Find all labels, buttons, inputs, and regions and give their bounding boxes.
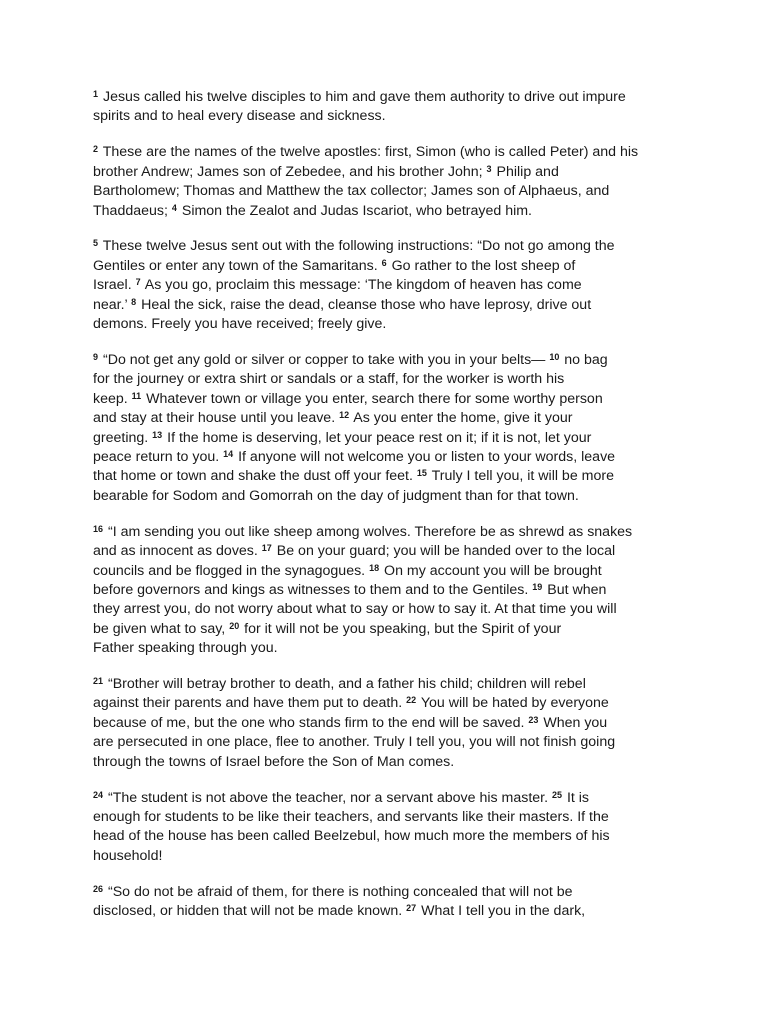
verse-text: “So do not be afraid of them, for there is nothing concealed that will not be	[107, 883, 573, 900]
scripture-text	[93, 88, 678, 922]
text-line	[93, 237, 678, 256]
verse-text: brother Andrew; James son of Zebedee, and his brother John;	[93, 163, 487, 180]
paragraph	[93, 88, 678, 127]
text-line	[93, 733, 678, 752]
verse-text: before governors and kings as witnesses to them and to the Gentiles.	[93, 581, 533, 598]
text-line	[93, 847, 678, 866]
text-line	[93, 753, 678, 772]
verse-number: 14	[223, 449, 234, 459]
paragraph	[93, 237, 678, 334]
verse-text: Thaddaeus;	[93, 202, 172, 219]
verse-text: If the home is deserving, let your peace rest on it; if it is not, let your	[167, 429, 592, 446]
verse-text: they arrest you, do not worry about what to say or how to say it. At that time you will	[93, 601, 617, 618]
paragraph	[93, 523, 678, 659]
text-line	[93, 257, 678, 276]
verse-text: Philip and	[496, 163, 559, 180]
verse-text: demons. Freely you have received; freely give.	[93, 316, 387, 333]
text-line	[93, 714, 678, 733]
verse-text: What I tell you in the dark,	[421, 903, 586, 920]
verse-text: disclosed, or hidden that will not be made known.	[93, 903, 407, 920]
verse-number: 8	[131, 296, 137, 307]
verse-text: for it will not be you speaking, but the Spirit of your	[244, 620, 562, 637]
verse-text: bearable for Sodom and Gomorrah on the day of judgment than for that town.	[93, 487, 579, 504]
verse-text: Truly I tell you, it will be more	[431, 468, 614, 485]
verse-number: 9	[93, 351, 99, 362]
text-line	[93, 202, 678, 221]
text-line	[93, 542, 678, 561]
verse-text: no bag	[564, 351, 608, 368]
paragraph	[93, 883, 678, 922]
text-line	[93, 562, 678, 581]
verse-number: 5	[93, 238, 99, 249]
verse-text: When you	[543, 714, 608, 731]
verse-number: 15	[416, 468, 427, 479]
verse-number: 10	[549, 351, 560, 362]
verse-text: for the journey or extra shirt or sandals or a staff, for the worker is worth his	[93, 371, 565, 388]
verse-number: 20	[229, 620, 240, 631]
verse-number: 26	[93, 883, 104, 894]
verse-number: 19	[532, 581, 543, 592]
verse-text: that home or town and shake the dust off your feet.	[93, 468, 417, 485]
text-line	[93, 827, 678, 846]
verse-text: “Do not get any gold or silver or copper to take with you in your belts—	[102, 351, 550, 368]
text-line	[93, 390, 678, 409]
text-line	[93, 694, 678, 713]
text-line	[93, 523, 678, 542]
text-line	[93, 789, 678, 808]
text-line	[93, 370, 678, 389]
verse-text: through the towns of Israel before the Son of Man comes.	[93, 753, 455, 770]
verse-text: head of the house has been called Beelzebul, how much more the members of his	[93, 828, 610, 845]
verse-text: spirits and to heal every disease and sickness.	[93, 108, 386, 125]
verse-text: “I am sending you out like sheep among wolves. Therefore be as shrewd as snakes	[107, 523, 633, 540]
text-line	[93, 163, 678, 182]
verse-text: peace return to you.	[93, 449, 224, 465]
verse-text: These twelve Jesus sent out with the following instructions: “Do not go among the	[102, 238, 615, 255]
text-line	[93, 88, 678, 107]
verse-number: 1	[93, 89, 99, 99]
paragraph	[93, 143, 678, 221]
text-line	[93, 581, 678, 600]
verse-text: “Brother will betray brother to death, and a father his child; children will rebel	[107, 676, 586, 693]
verse-text: But when	[547, 581, 607, 598]
verse-text: It is	[566, 789, 590, 806]
verse-text: because of me, but the one who stands firm to the end will be saved.	[93, 714, 529, 731]
text-line	[93, 182, 678, 201]
verse-number: 2	[93, 144, 99, 155]
verse-text: Whatever town or village you enter, search there for some worthy person	[146, 390, 603, 407]
verse-number: 24	[93, 789, 104, 800]
text-line	[93, 487, 678, 506]
verse-number: 17	[261, 543, 272, 554]
verse-text: Heal the sick, raise the dead, cleanse those who have leprosy, drive out	[141, 296, 592, 313]
verse-text: near.’	[93, 296, 132, 313]
verse-number: 18	[369, 562, 380, 573]
verse-number: 22	[406, 695, 417, 706]
text-line	[93, 107, 678, 126]
text-line	[93, 448, 678, 467]
text-line	[93, 902, 678, 921]
verse-number: 4	[171, 202, 177, 213]
verse-text: household!	[93, 847, 163, 864]
text-line	[93, 351, 678, 370]
verse-text: You will be hated by everyone	[420, 695, 609, 712]
verse-text: “The student is not above the teacher, nor a servant above his master.	[107, 789, 552, 806]
verse-text: be given what to say,	[93, 620, 230, 637]
verse-text: keep.	[93, 390, 132, 407]
verse-text: Simon the Zealot and Judas Iscariot, who betrayed him.	[181, 202, 533, 219]
verse-number: 27	[406, 903, 417, 914]
verse-text: As you enter the home, give it your	[353, 410, 573, 427]
paragraph	[93, 351, 678, 506]
text-line	[93, 296, 678, 315]
verse-text: councils and be flogged in the synagogues.	[93, 562, 370, 579]
text-line	[93, 675, 678, 694]
verse-text: Israel.	[93, 277, 136, 294]
verse-text: Go rather to the lost sheep of	[391, 257, 576, 274]
verse-text: These are the names of the twelve apostles: first, Simon (who is called Peter) and his	[102, 144, 639, 161]
verse-number: 11	[131, 390, 142, 401]
verse-text: are persecuted in one place, flee to another. Truly I tell you, you will not finish going	[93, 734, 616, 751]
verse-text: On my account you will be brought	[384, 562, 602, 579]
verse-number: 21	[93, 676, 104, 687]
verse-text: Be on your guard; you will be handed over to the local	[276, 543, 616, 560]
text-line	[93, 409, 678, 428]
verse-text: Father speaking through you.	[93, 640, 278, 657]
verse-number: 6	[381, 257, 387, 268]
verse-number: 12	[339, 410, 350, 421]
verse-number: 25	[551, 789, 562, 800]
verse-text: If anyone will not welcome you or listen to your words, leave	[238, 449, 616, 465]
paragraph	[93, 789, 678, 867]
verse-text: Jesus called his twelve disciples to him and gave them authority to drive out impure	[102, 89, 626, 105]
verse-text: As you go, proclaim this message: ‘The kingdom of heaven has come	[144, 277, 582, 294]
text-line	[93, 808, 678, 827]
text-line	[93, 600, 678, 619]
verse-number: 23	[528, 714, 539, 725]
text-line	[93, 883, 678, 902]
paragraph	[93, 675, 678, 772]
verse-text: enough for students to be like their teachers, and servants like their masters. If the	[93, 809, 609, 825]
text-line	[93, 276, 678, 295]
text-line	[93, 467, 678, 486]
verse-text: Gentiles or enter any town of the Samaritans.	[93, 257, 382, 274]
verse-number: 16	[93, 523, 104, 534]
text-line	[93, 143, 678, 162]
verse-text: and stay at their house until you leave.	[93, 410, 340, 427]
verse-number: 3	[486, 163, 492, 174]
text-line	[93, 315, 678, 334]
verse-text: greeting.	[93, 429, 153, 446]
text-line	[93, 429, 678, 448]
verse-number: 7	[135, 277, 141, 288]
verse-number: 13	[152, 429, 163, 440]
verse-text: and as innocent as doves.	[93, 543, 262, 560]
text-line	[93, 639, 678, 658]
verse-text: Bartholomew; Thomas and Matthew the tax collector; James son of Alphaeus, and	[93, 183, 610, 200]
verse-text: against their parents and have them put to death.	[93, 695, 407, 712]
text-line	[93, 620, 678, 639]
